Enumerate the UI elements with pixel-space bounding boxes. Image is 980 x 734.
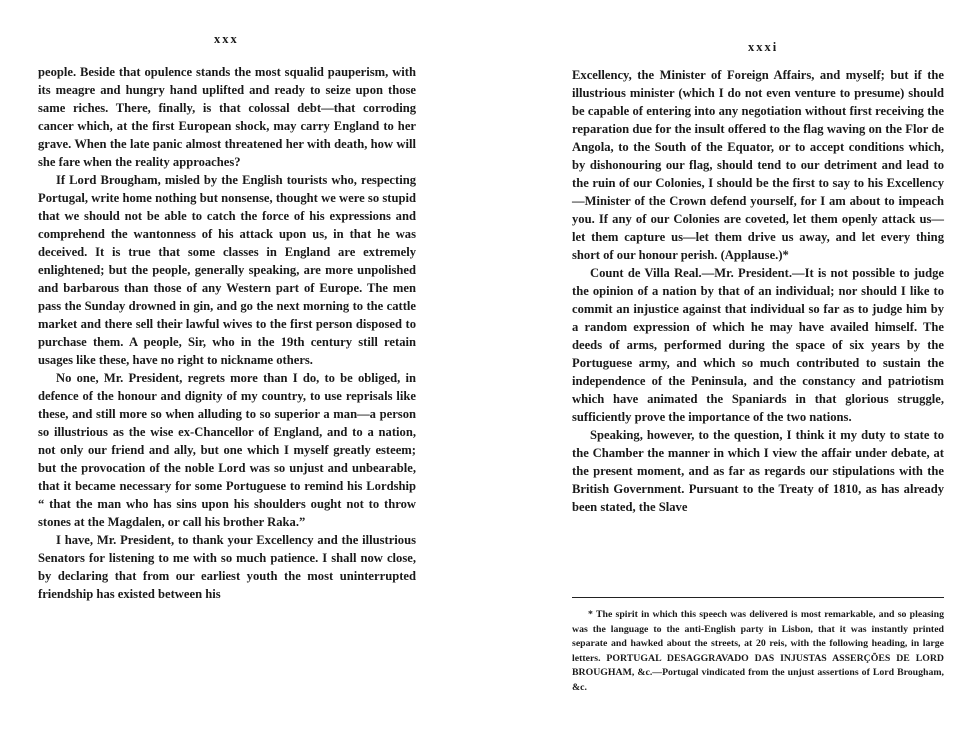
paragraph: No one, Mr. President, regrets more than I do, to be obliged, in defence of the honour and dignity of my country, to use reprisals like these, and still more so when alluding to so superior a man—a person so illustrious as the wise ex-Chancellor of England, and to a nation, not only our friend and ally, but one which I myself greatly esteem; but the provocation of the noble Lord was so unjust and unbearable, that it became necessary for some Portuguese to remind his Lordship “ that the man who has sins upon his shoulders ought not to throw stones at the Magdalen, or call his brother Raka.”	[38, 371, 416, 529]
footnote-divider	[572, 597, 944, 598]
right-page-body	[572, 66, 944, 516]
page-number: xxxi	[748, 40, 779, 54]
paragraph: Count de Villa Real.—Mr. President.—It is not possible to judge the opinion of a nation by that of an individual; nor should I like to commit an injustice against that individual so far as to judge him by a random expression of which he may have availed himself. The deeds of arms, performed during the space of six years by the Portuguese army, and which so much contributed to sustain the independence of the Peninsula, and the constancy and patriotism which have animated the Spaniards in that glorious struggle, sufficiently prove the importance of the two nations.	[572, 266, 944, 424]
paragraph: people. Beside that opulence stands the most squalid pauperism, with its meagre and hungry hand uplifted and ready to seize upon those same riches. There, finally, is that colossal debt—that corroding cancer which, at the first European shock, may carry England to her grave. When the late panic almost threatened her with death, how will she fare when the reality approaches?	[38, 65, 416, 169]
right-page	[572, 0, 944, 734]
left-page	[38, 0, 416, 734]
paragraph: I have, Mr. President, to thank your Excellency and the illustrious Senators for listening to me with so much patience. I shall now close, by declaring that from our earliest youth the most uninterrupted friendship has existed between his	[38, 533, 416, 601]
left-page-body	[38, 63, 416, 603]
paragraph: Excellency, the Minister of Foreign Affairs, and myself; but if the illustrious minister (which I do not even venture to presume) should be capable of entering into any negotiation without first receiving the reparation due for the insult offered to the flag waving on the Flor de Angola, to the South of the Equator, or to accept conditions which, by dishonouring our flag, should tend to our detriment and lead to the ruin of our Colonies, I should be the first to say to his Excellency—Minister of the Crown defend yourself, for I am about to impeach you. If any of our Colonies are coveted, let them openly attack us—let them capture us—let them drive us away, and let every thing short of our honour perish. (Applause.)*	[572, 68, 944, 262]
paragraph: If Lord Brougham, misled by the English tourists who, respecting Portugal, write home nothing but nonsense, thought we were so stupid that we should not be able to catch the force of his expressions and comprehend the wantonness of his attack upon us, in that he was deceived. It is true that some classes in England are extremely enlightened; but the people, generally speaking, are more unpolished and barbarous than those of any Western part of Europe. The men pass the Sunday drowned in gin, and go the next morning to the cattle market and there sell their lawful wives to the first person disposed to purchase them. A people, Sir, who in the 19th century still retain usages like these, have no right to nickname others.	[38, 173, 416, 367]
paragraph: Speaking, however, to the question, I think it my duty to state to the Chamber the manner in which I view the affair under debate, at the present moment, and as far as regards our stipulations with the British Government. Pursuant to the Treaty of 1810, as has already been stated, the Slave	[572, 428, 944, 514]
page-number: xxx	[214, 32, 239, 46]
footnote: * The spirit in which this speech was delivered is most remarkable, and so pleasing was the language to the anti-English party in Lisbon, that it was instantly printed separate and hawked about the streets, at 20 reis, with the following heading, in large letters. PORTUGAL DESAGGRAVADO DAS INJUSTAS ASSERÇÕES DE LORD BROUGHAM, &c.—Portugal vindicated from the unjust assertions of Lord Brougham, &c.	[572, 609, 944, 693]
